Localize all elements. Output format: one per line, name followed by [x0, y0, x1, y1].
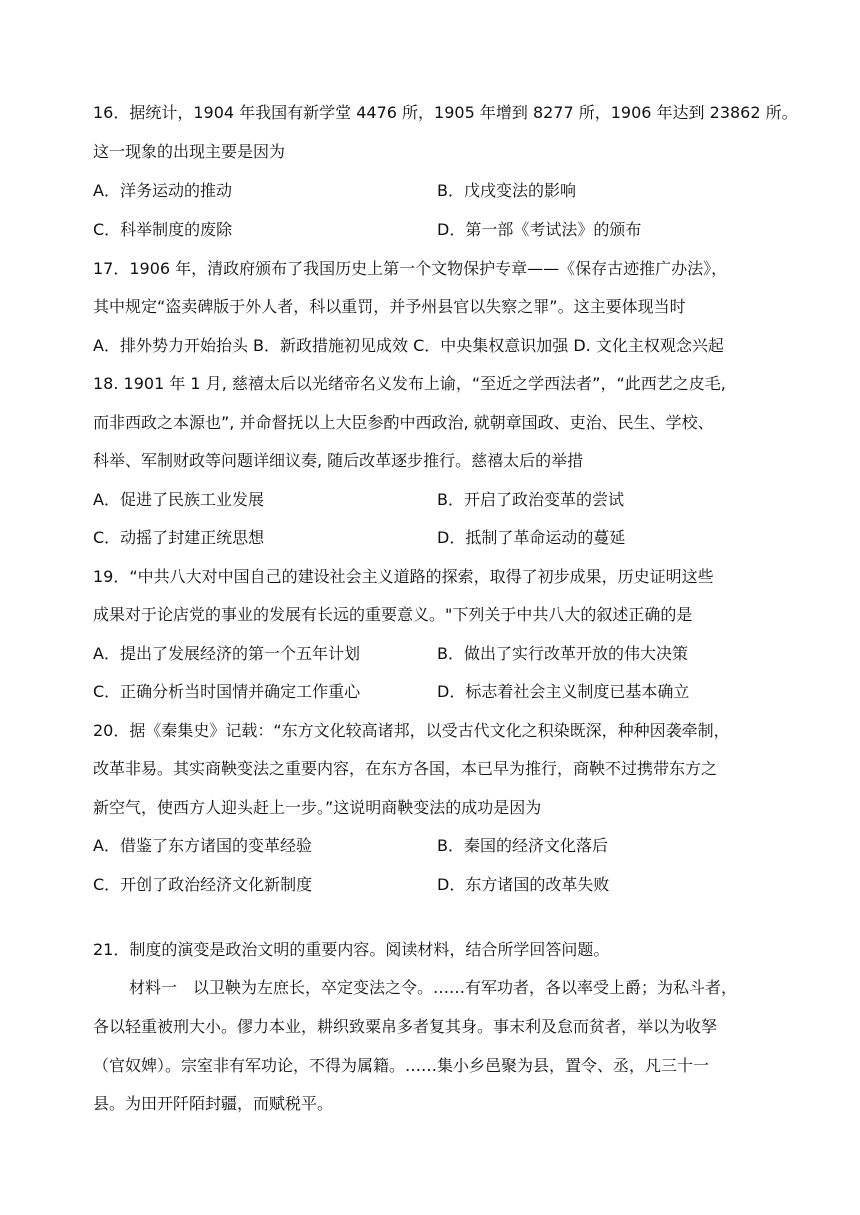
q20-option-a: A．借鉴了东方诸国的变革经验: [93, 836, 312, 855]
q18-option-c: C．动摇了封建正统思想: [93, 528, 265, 547]
q19-option-b: B．做出了实行改革开放的伟大决策: [437, 644, 688, 663]
q20-option-d: D．东方诸国的改革失败: [437, 875, 610, 894]
q16-option-a: A．洋务运动的推动: [93, 181, 232, 200]
q17-options: A．排外势力开始抬头 B．新政措施初见成效 C．中央集权意识加强 D. 文化主权观念兴起: [93, 336, 724, 355]
q18-stem-line-2: 而非西政之本源也”, 并命督抚以上大臣参酌中西政治, 就朝章国政、吏治、民生、学校、: [93, 413, 714, 432]
q19-option-d: D．标志着社会主义制度已基本确立: [437, 682, 690, 701]
q21-stem: 21．制度的演变是政治文明的重要内容。阅读材料，结合所学回答问题。: [93, 940, 610, 959]
q18-option-a: A．促进了民族工业发展: [93, 490, 264, 509]
q21-material-line-1: 材料一 以卫鞅为左庶长，卒定变法之令。……有军功者，各以率受上爵；为私斗者，: [129, 978, 738, 997]
q19-stem-line-2: 成果对于论店党的事业的发展有长远的重要意义。"下列关于中共八大的叙述正确的是: [93, 605, 693, 624]
q20-stem-line-2: 改革非易。其实商鞅变法之重要内容，在东方各国，本已早为推行，商鞅不过携带东方之: [93, 759, 718, 778]
q20-stem-line-3: 新空气，使西方人迎头赶上一步。”这说明商鞅变法的成功是因为: [93, 798, 542, 817]
q21-material-line-2: 各以轻重被刑大小。僇力本业，耕织致粟帛多者复其身。事末利及怠而贫者，举以为收孥: [93, 1017, 718, 1036]
q17-stem-line-2: 其中规定“盗卖碑版于外人者，科以重罚，并予州县官以失察之罪”。这主要体现当时: [93, 297, 686, 316]
q16-stem-line-2: 这一现象的出现主要是因为: [93, 142, 286, 161]
q16-stem-line-1: 16．据统计，1904 年我国有新学堂 4476 所，1905 年增到 8277 所，1906 年达到 23862 所。: [93, 103, 798, 122]
q19-stem-line-1: 19．“中共八大对中国自己的建设社会主义道路的探索，取得了初步成果，历史证明这些: [93, 567, 714, 586]
q17-stem-line-1: 17．1906 年，清政府颁布了我国历史上第一个文物保护专章——《保存古迹推广办法》，: [93, 259, 728, 278]
q18-option-b: B．开启了政治变革的尝试: [437, 490, 624, 509]
q16-option-c: C．科举制度的废除: [93, 220, 233, 239]
q16-option-d: D．第一部《考试法》的颁布: [437, 220, 642, 239]
q19-option-a: A．提出了发展经济的第一个五年计划: [93, 644, 360, 663]
q18-option-d: D．抵制了革命运动的蔓延: [437, 528, 626, 547]
q20-option-c: C．开创了政治经济文化新制度: [93, 875, 313, 894]
q21-material-line-4: 县。为田开阡陌封疆，而赋税平。: [93, 1094, 334, 1113]
q18-stem-line-3: 科举、军制财政等问题详细议奏, 随后改革逐步推行。慈禧太后的举措: [93, 451, 584, 470]
q16-option-b: B．戊戌变法的影响: [437, 181, 576, 200]
q21-material-line-3: （官奴婢）。宗室非有军功论，不得为属籍。……集小乡邑聚为县，置令、丞，凡三十一: [93, 1056, 710, 1075]
q18-stem-line-1: 18. 1901 年 1 月, 慈禧太后以光绪帝名义发布上谕，“至近之学西法者”，“此西艺之皮毛,: [93, 374, 726, 393]
q19-option-c: C．正确分析当时国情并确定工作重心: [93, 682, 361, 701]
q20-stem-line-1: 20．据《秦集史》记载：“东方文化较高诸邦，以受古代文化之积染既深，种种因袭牵制，: [93, 721, 730, 740]
q20-option-b: B．秦国的经济文化落后: [437, 836, 608, 855]
